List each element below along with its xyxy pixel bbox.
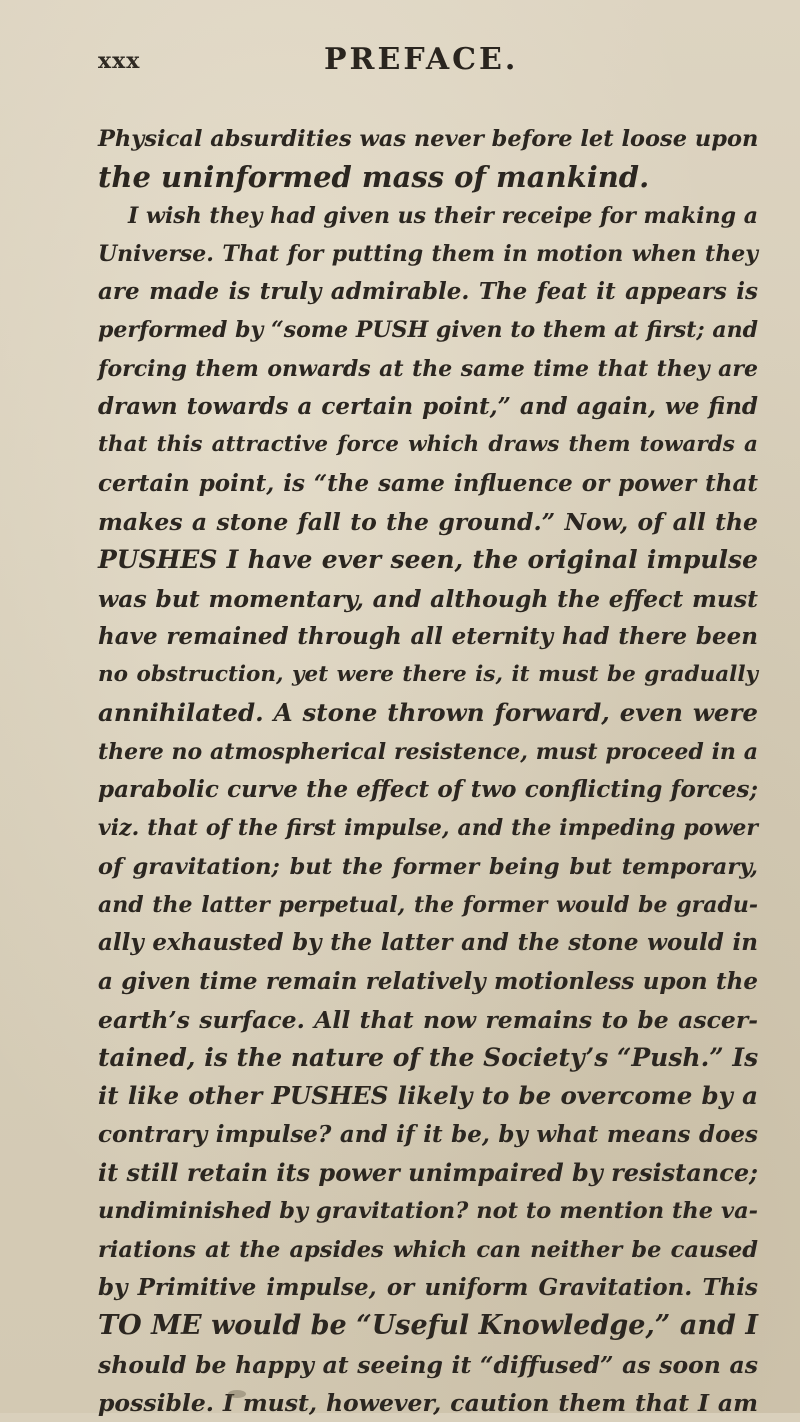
text-line: of gravitation; but the former being but temporary, [98, 853, 758, 880]
text-line: have remained through all eternity had there been [98, 622, 758, 650]
text-line: possible. I must, however, caution them that I am [98, 1388, 758, 1417]
ink-blot [228, 1390, 246, 1398]
text-line: viz. that of the first impulse, and the impeding power [98, 815, 758, 842]
text-line: Universe. That for putting them in motion when they [98, 240, 758, 267]
running-head [0, 38, 800, 78]
text-line: earth’s surface. All that now remains to be ascer- [98, 1005, 758, 1034]
text-line: ally exhausted by the latter and the stone would in [98, 929, 758, 957]
page-title: PREFACE. [324, 42, 519, 77]
text-line: riations at the apsides which can neither be caused [98, 1236, 758, 1263]
text-line: a given time remain relatively motionless upon the [98, 967, 758, 995]
text-line: it still retain its power unimpaired by resistance; [98, 1158, 758, 1188]
text-line: tained, is the nature of the Society’s “Push.” Is [98, 1043, 759, 1073]
text-line: the uninformed mass of mankind. [98, 160, 650, 195]
text-line: undiminished by gravitation? not to mention the va- [98, 1198, 758, 1225]
text-line: contrary impulse? and if it be, by what means does [98, 1120, 758, 1148]
text-line: was but momentary, and although the effect must [98, 584, 758, 613]
text-line: I wish they had given us their receipe for making a [128, 202, 758, 229]
page-number: xxx [98, 48, 141, 74]
text-line: it like other PUSHES likely to be overcome by a [98, 1081, 758, 1111]
text-line: Physical absurdities was never before let loose upon [98, 126, 759, 152]
text-line: forcing them onwards at the same time that they are [98, 355, 758, 382]
text-line: PUSHES I have ever seen, the original impulse [98, 545, 758, 575]
text-line: drawn towards a certain point,” and again, we find [98, 393, 758, 421]
text-line: are made is truly admirable. The feat it appears is [98, 278, 758, 306]
text-line: certain point, is “the same influence or power that [98, 469, 758, 497]
text-line: there no atmospherical resistence, must proceed in a [98, 738, 758, 765]
text-line: no obstruction, yet were there is, it must be gradually [98, 662, 758, 688]
text-line: TO ME would be “Useful Knowledge,” and I [98, 1310, 758, 1342]
text-line: makes a stone fall to the ground.” Now, of all the [98, 507, 758, 536]
text-line: that this attractive force which draws them towards a [98, 432, 758, 458]
text-line: by Primitive impulse, or uniform Gravitation. This [98, 1273, 758, 1301]
text-line: parabolic curve the effect of two conflicting forces; [98, 776, 758, 804]
text-line: performed by “some PUSH given to them at first; and [98, 317, 758, 344]
body-text [98, 120, 758, 1422]
text-line: and the latter perpetual, the former would be gradu- [98, 891, 758, 918]
text-line: should be happy at seeing it “diffused” as soon as [98, 1350, 758, 1379]
text-line: annihilated. A stone thrown forward, even were [98, 698, 758, 728]
